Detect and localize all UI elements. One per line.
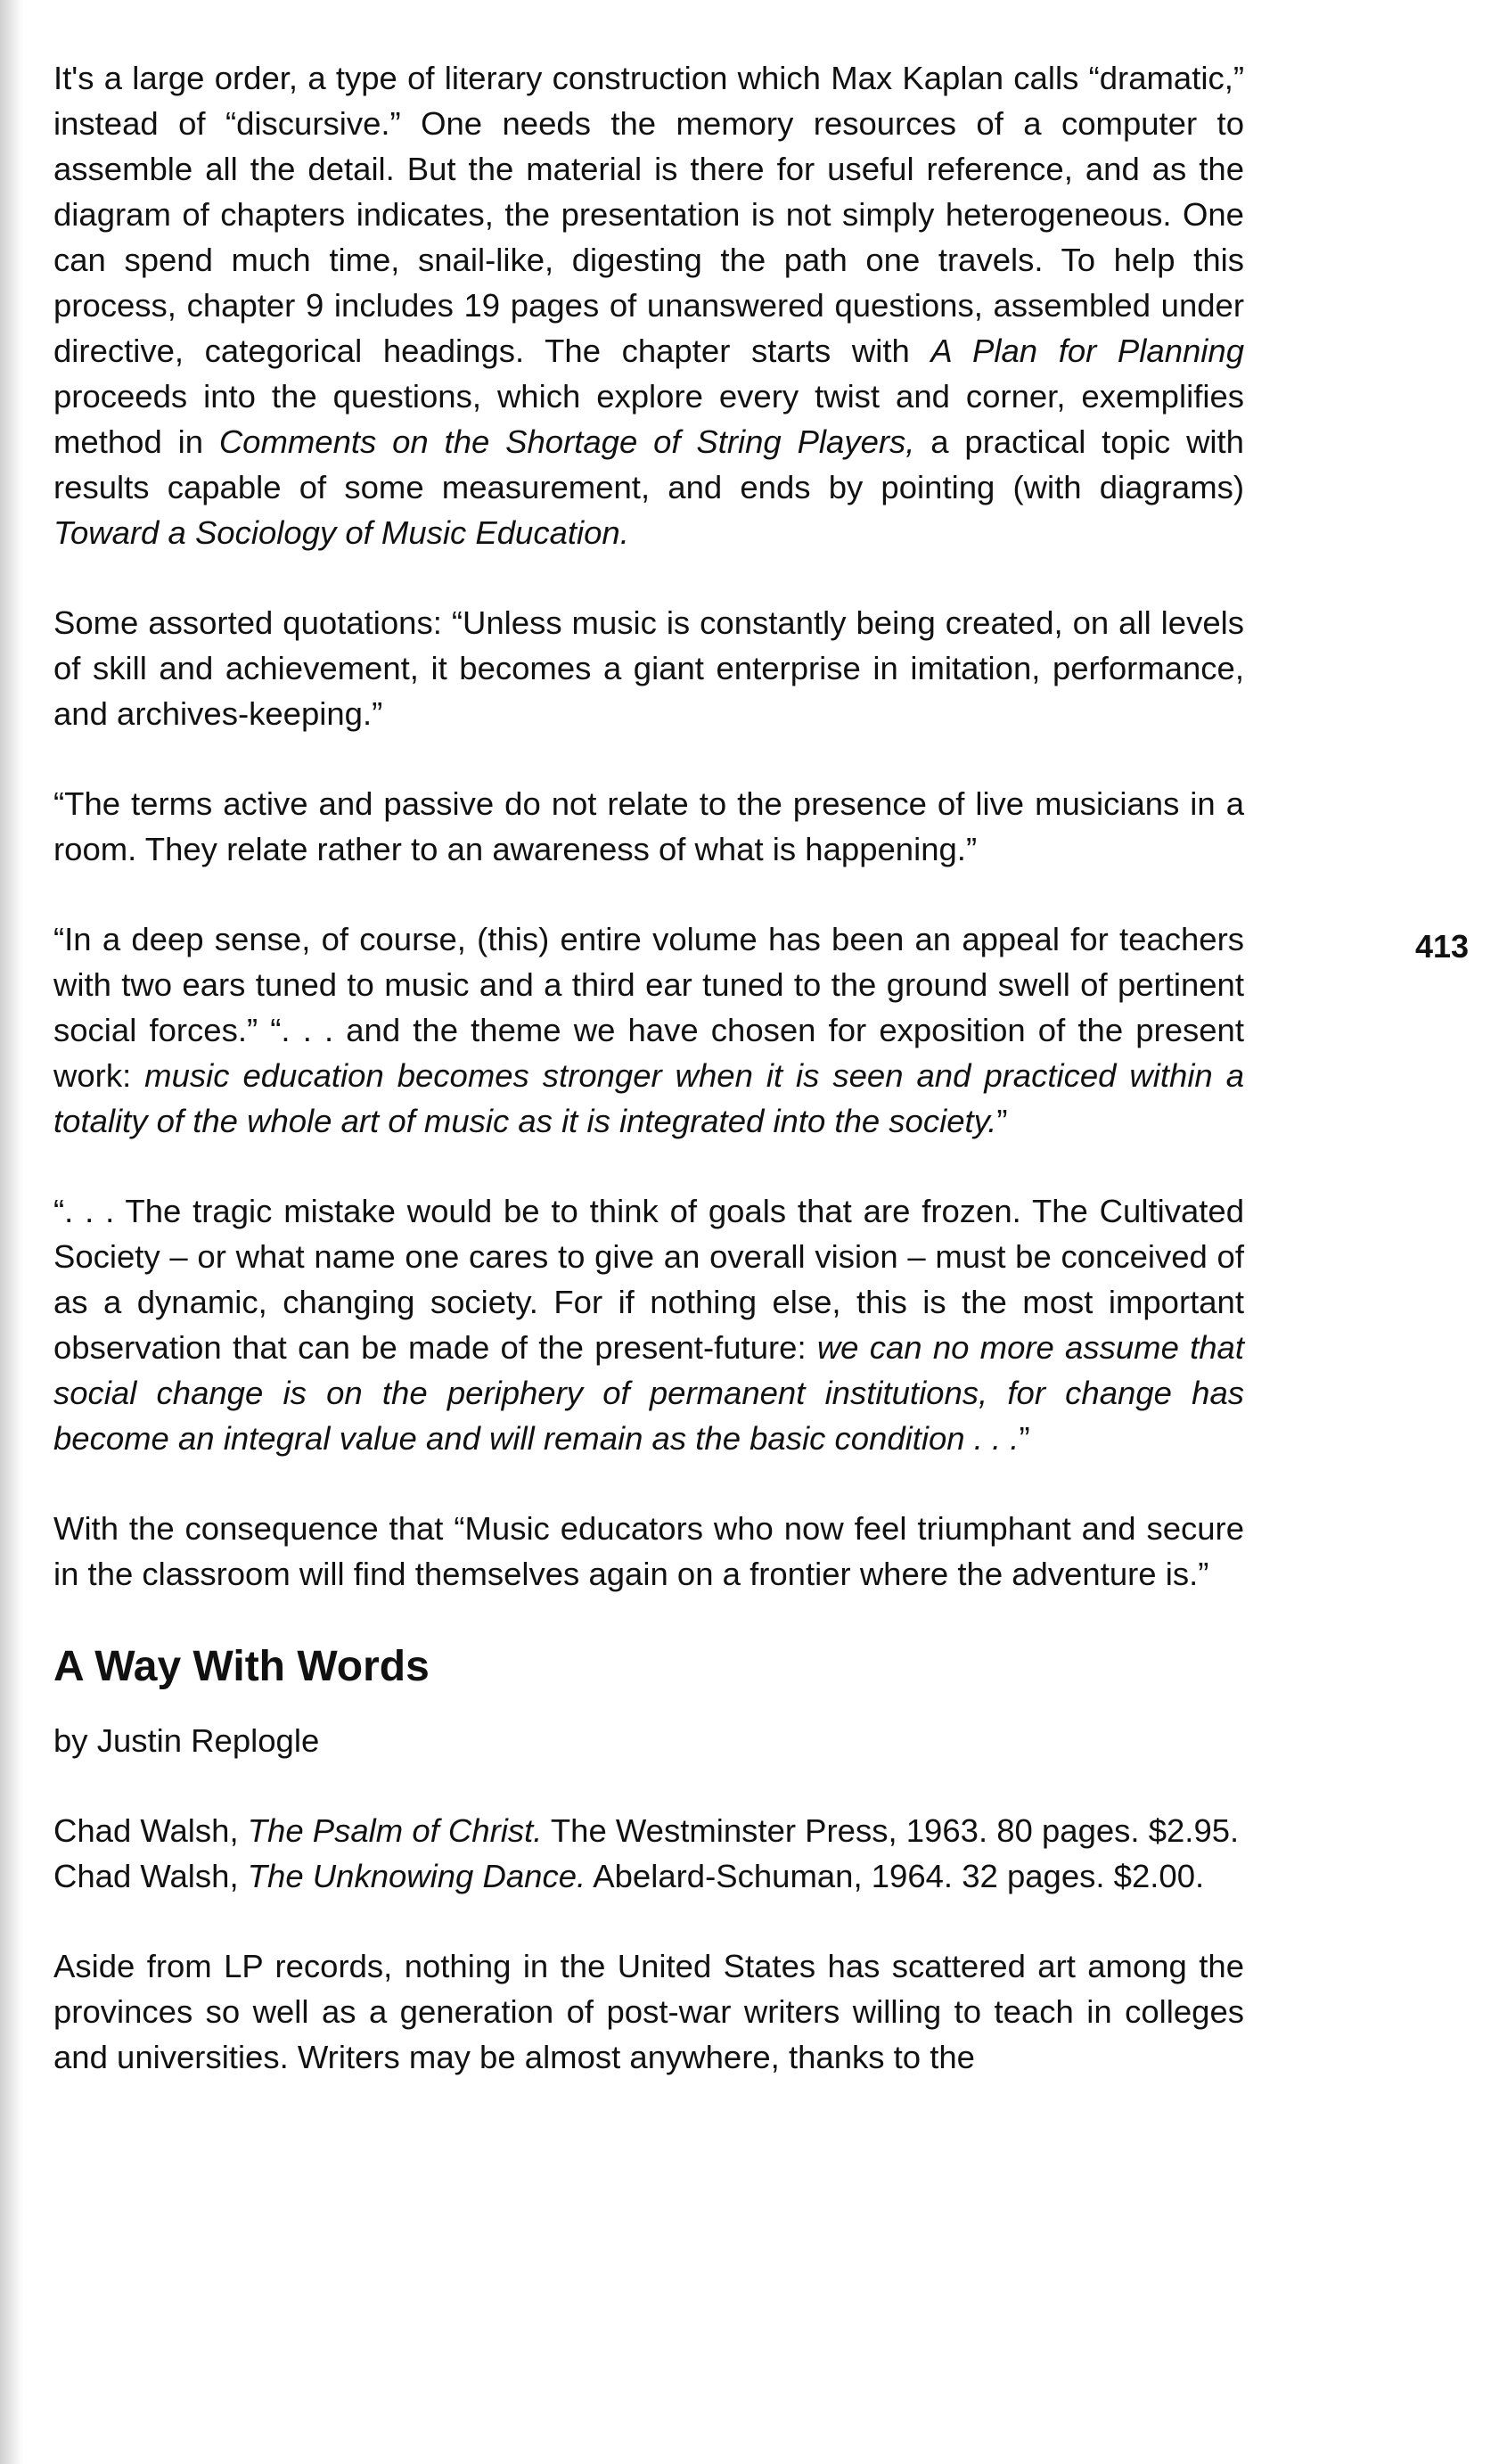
closing-quote-mark: ” bbox=[1019, 1420, 1030, 1457]
section-heading: A Way With Words bbox=[53, 1643, 430, 1690]
italic-title: A Plan for Planning bbox=[930, 333, 1244, 369]
citation-details: The Westminster Press, 1963. 80 pages. $2.95. bbox=[542, 1812, 1240, 1849]
italic-title: Comments on the Shortage of String Players, bbox=[218, 423, 915, 460]
paragraph-tragic-mistake bbox=[53, 1188, 1244, 1461]
closing-quote-mark: ” bbox=[996, 1103, 1008, 1139]
paragraph-text: “In a deep sense, of course, (this) entire volume has been an appeal for teachers with two ears tuned to music and a third ear tuned to the ground swell of pertinent social forces.” “. . . and the theme we have chosen for exposition of the present work: bbox=[53, 921, 1244, 1094]
italic-quote: music education becomes stronger when it is seen and practiced within a totality of the whole art of music as it is integrated into the society. bbox=[53, 1057, 1244, 1139]
page-binding-shadow bbox=[0, 0, 23, 2464]
citation-psalm-of-christ bbox=[53, 1808, 1244, 1853]
paragraph-book-structure bbox=[53, 55, 1244, 555]
paragraph-text: proceeds into the questions, which explore every twist and corner, exemplifies method in bbox=[53, 378, 1244, 460]
citation-title: The Psalm of Christ. bbox=[247, 1812, 543, 1849]
section-byline: by Justin Replogle bbox=[53, 1722, 320, 1759]
citation-title: The Unknowing Dance. bbox=[247, 1858, 586, 1894]
citation-author: Chad Walsh, bbox=[53, 1812, 248, 1849]
paragraph-aside-from-lp: Aside from LP records, nothing in the United States has scattered art among the provinces so well as a generation of post-war writers willing to teach in colleges and universities. Writers may be almost anywhere, thanks to the bbox=[53, 1948, 1244, 2075]
italic-quote: we can no more assume that social change is on the periphery of permanent institutions, for change has become an integral value and will remain as the basic condition . . . bbox=[53, 1329, 1244, 1457]
paragraph-text: It's a large order, a type of literary construction which Max Kaplan calls “dramatic,” instead of “discursive.” One needs the memory resources of a computer to assemble all the detail. But the material is there for useful reference, and as the diagram of chapters indicates, the presentation is not simply heterogeneous. One can spend much time, snail-like, digesting the path one travels. To help this process, chapter 9 includes 19 pages of unanswered questions, assembled under directive, categorical headings. The chapter starts with bbox=[53, 60, 1244, 369]
paragraph-quotations: Some assorted quotations: “Unless music is constantly being created, on all levels of skill and achievement, it becomes a giant enterprise in imitation, performance, and archives-keeping.” bbox=[53, 604, 1244, 732]
paragraph-active-passive: “The terms active and passive do not relate to the presence of live musicians in a room. They relate rather to an awareness of what is happening.” bbox=[53, 785, 1244, 867]
italic-title: Toward a Sociology of Music Education. bbox=[53, 514, 629, 551]
citation-details: Abelard-Schuman, 1964. 32 pages. $2.00. bbox=[586, 1858, 1205, 1894]
paragraph-text: “. . . The tragic mistake would be to think of goals that are frozen. The Cultivated Society – or what name one cares to give an overall vision – must be conceived of as a dynamic, changing society. For if nothing else, this is the most important observation that can be made of the present-future: bbox=[53, 1193, 1244, 1366]
paragraph-consequence: With the consequence that “Music educators who now feel triumphant and secure in the classroom will find themselves again on a frontier where the adventure is.” bbox=[53, 1510, 1244, 1592]
citation-unknowing-dance bbox=[53, 1853, 1244, 1899]
citation-author: Chad Walsh, bbox=[53, 1858, 248, 1894]
text-column bbox=[53, 55, 1244, 2124]
paragraph-deep-sense bbox=[53, 916, 1244, 1144]
page-number: 413 bbox=[1415, 928, 1470, 965]
paragraph-text: a practical topic with results capable of some measurement, and ends by pointing (with diagrams) bbox=[53, 423, 1244, 505]
